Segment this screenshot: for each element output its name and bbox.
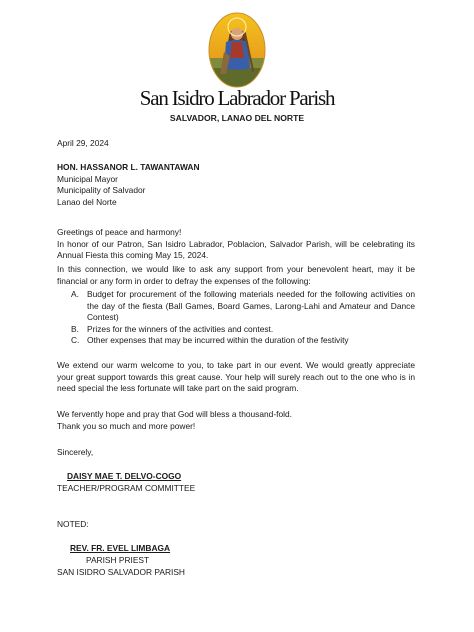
- welcome-paragraph: We extend our warm welcome to you, to take part in our event. We would greatly appreciate your great support towards this great cause. Your help will surely reach out to the one who is in need special the less fortunate will take part on the said program.: [57, 360, 415, 393]
- list-marker: A.: [71, 289, 79, 299]
- request-paragraph: In this connection, we would like to ask any support from your benevolent heart, may it be financial or any form in order to defray the expenses of the following:: [57, 264, 415, 286]
- expense-list: [57, 289, 415, 347]
- signatory-name: DAISY MAE T. DELVO-COGO: [67, 471, 182, 481]
- recipient-name: HON. HASSANOR L. TAWANTAWAN: [57, 162, 200, 172]
- list-marker: B.: [71, 323, 79, 334]
- letter-date: April 29, 2024: [57, 138, 109, 148]
- noted-label: NOTED:: [57, 519, 89, 529]
- closing: Sincerely,: [57, 447, 94, 457]
- recipient-office: Municipality of Salvador: [57, 185, 146, 195]
- greeting: Greetings of peace and harmony!: [57, 227, 182, 237]
- list-item: [57, 335, 415, 347]
- list-marker: C.: [71, 335, 80, 345]
- parish-name: San Isidro Labrador Parish: [139, 86, 335, 110]
- noted-parish: SAN ISIDRO SALVADOR PARISH: [57, 567, 185, 577]
- list-item: [57, 289, 415, 324]
- parish-location: SALVADOR, LANAO DEL NORTE: [169, 113, 305, 123]
- hope-line: We fervently hope and pray that God will bless a thousand-fold.: [57, 409, 292, 419]
- list-item-text: Other expenses that may be incurred within the duration of the festivity: [87, 335, 349, 345]
- signatory-role: TEACHER/PROGRAM COMMITTEE: [57, 483, 196, 493]
- recipient-province: Lanao del Norte: [57, 196, 117, 207]
- noted-name: REV. FR. EVEL LIMBAGA: [70, 543, 171, 553]
- list-item: [57, 324, 415, 336]
- parish-emblem: [208, 12, 266, 88]
- recipient-title: Municipal Mayor: [57, 173, 118, 184]
- noted-role: PARISH PRIEST: [86, 555, 150, 565]
- list-item-text: Prizes for the winners of the activities and contest.: [87, 323, 274, 334]
- intro-paragraph: In honor of our Patron, San Isidro Labrador, Poblacion, Salvador Parish, will be celebrating its Annual Fiesta this coming May 15, 2024.: [57, 238, 415, 260]
- thanks-line: Thank you so much and more power!: [57, 420, 196, 431]
- list-item-text: Budget for procurement of the following materials needed for the following activities on the day of the fiesta (Ball Games, Board Games, Larong-Lahi and Amateur and Dance Contest): [87, 289, 415, 322]
